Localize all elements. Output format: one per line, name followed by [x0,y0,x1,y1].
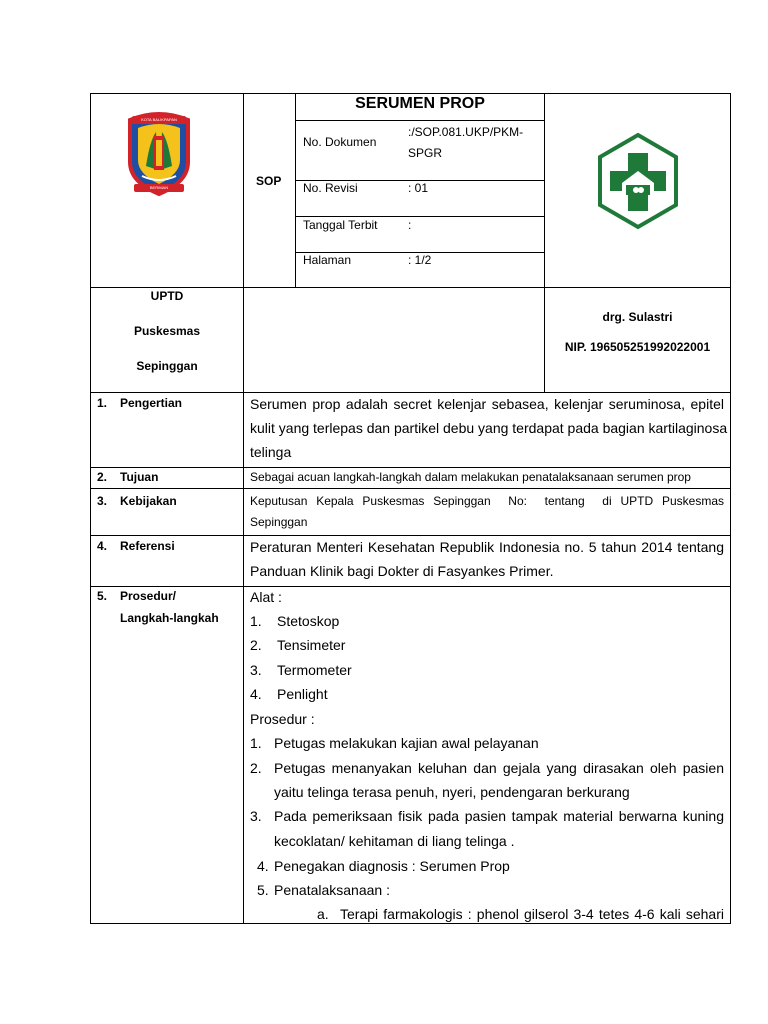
section-4-line-1: Peraturan Menteri Kesehatan Republik Indonesia no. 5 tahun 2014 tentang [250,539,724,555]
prosedur-label: Prosedur : [250,711,315,727]
prosedur-5: Penatalaksanaan : [274,882,390,898]
section-1-number: 1. [97,396,108,410]
alat-item-4-number: 4. [250,686,262,702]
prosedur-5-number: 5. [257,882,269,898]
signatory-name: drg. Sulastri [602,310,673,324]
prosedur-2-line-1: Petugas menanyakan keluhan dan gejala yang dirasakan oleh pasien [274,760,724,776]
alat-item-3: Termometer [277,662,352,678]
section-3-line-1: Keputusan Kepala Puskesmas Sepinggan No: tentang di UPTD Puskesmas [250,494,724,508]
prosedur-1-number: 1. [250,735,262,751]
field-value-no-dokumen-1: :/SOP.081.UKP/PKM- [408,125,524,139]
section-3-number: 3. [97,494,108,508]
section-1-line-2: kulit yang terlepas dan partikel debu yang terdapat pada bagian kartilaginosa [250,420,728,436]
sop-label: SOP [256,174,282,188]
section-2-number: 2. [97,470,108,484]
institution-line-1: UPTD [150,289,184,303]
prosedur-4: Penegakan diagnosis : Serumen Prop [274,858,510,874]
field-label-halaman: Halaman [303,253,352,267]
prosedur-3-line-2: kecoklatan/ kehitaman di liang telinga . [274,833,515,849]
prosedur-2-number: 2. [250,760,262,776]
city-emblem-logo [124,110,194,198]
prosedur-1: Petugas melakukan kajian awal pelayanan [274,735,539,751]
alat-label: Alat : [250,589,282,605]
section-4-line-2: Panduan Klinik bagi Dokter di Fasyankes Primer. [250,563,554,579]
institution-line-3: Sepinggan [136,359,198,373]
section-1-line-3: telinga [250,444,292,460]
section-3-title: Kebijakan [120,494,177,508]
alat-item-2: Tensimeter [277,637,346,653]
section-2-line-1: Sebagai acuan langkah-langkah dalam melakukan penatalaksanaan serumen prop [250,470,691,484]
section-5-title-line-1: Prosedur/ [120,589,177,603]
field-label-tanggal-terbit: Tanggal Terbit [303,218,378,232]
section-1-line-1: Serumen prop adalah secret kelenjar sebasea, kelenjar seruminosa, epitel [250,396,724,412]
emblem-top-text: KOTA BALIKPAPAN [141,117,177,122]
prosedur-2-line-2: yaitu telinga terasa penuh, nyeri, pendengaran berkurang [274,784,630,800]
institution-line-2: Puskesmas [133,324,201,338]
prosedur-4-number: 4. [257,858,269,874]
section-5-number: 5. [97,589,108,603]
alat-item-1: Stetoskop [277,613,340,629]
section-4-title: Referensi [120,539,175,553]
field-label-no-revisi: No. Revisi [303,181,358,195]
field-value-halaman: : 1/2 [408,253,432,267]
field-value-no-dokumen-2: SPGR [408,146,443,160]
alat-item-2-number: 2. [250,637,262,653]
prosedur-5a: Terapi farmakologis : phenol gilserol 3-4 tetes 4-6 kali sehari [340,906,724,922]
field-value-tanggal-terbit: : [408,218,412,232]
page-title: SERUMEN PROP [355,95,485,112]
section-3-line-2: Sepinggan [250,515,308,529]
prosedur-3-line-1: Pada pemeriksaan fisik pada pasien tampak material berwarna kuning [274,808,724,824]
prosedur-3-number: 3. [250,808,262,824]
section-1-title: Pengertian [120,396,183,410]
alat-item-4: Penlight [277,686,328,702]
field-label-no-dokumen: No. Dokumen [303,135,377,149]
alat-item-3-number: 3. [250,662,262,678]
signatory-nip: NIP. 196505251992022001 [564,340,711,354]
section-4-number: 4. [97,539,108,553]
emblem-bottom-text: BERIMAN [149,185,169,190]
section-5-title-line-2: Langkah-langkah [120,611,219,625]
puskesmas-logo [596,131,680,231]
alat-item-1-number: 1. [250,613,262,629]
field-value-no-revisi: : 01 [408,181,429,195]
prosedur-5a-number: a. [317,906,329,922]
section-2-title: Tujuan [120,470,159,484]
